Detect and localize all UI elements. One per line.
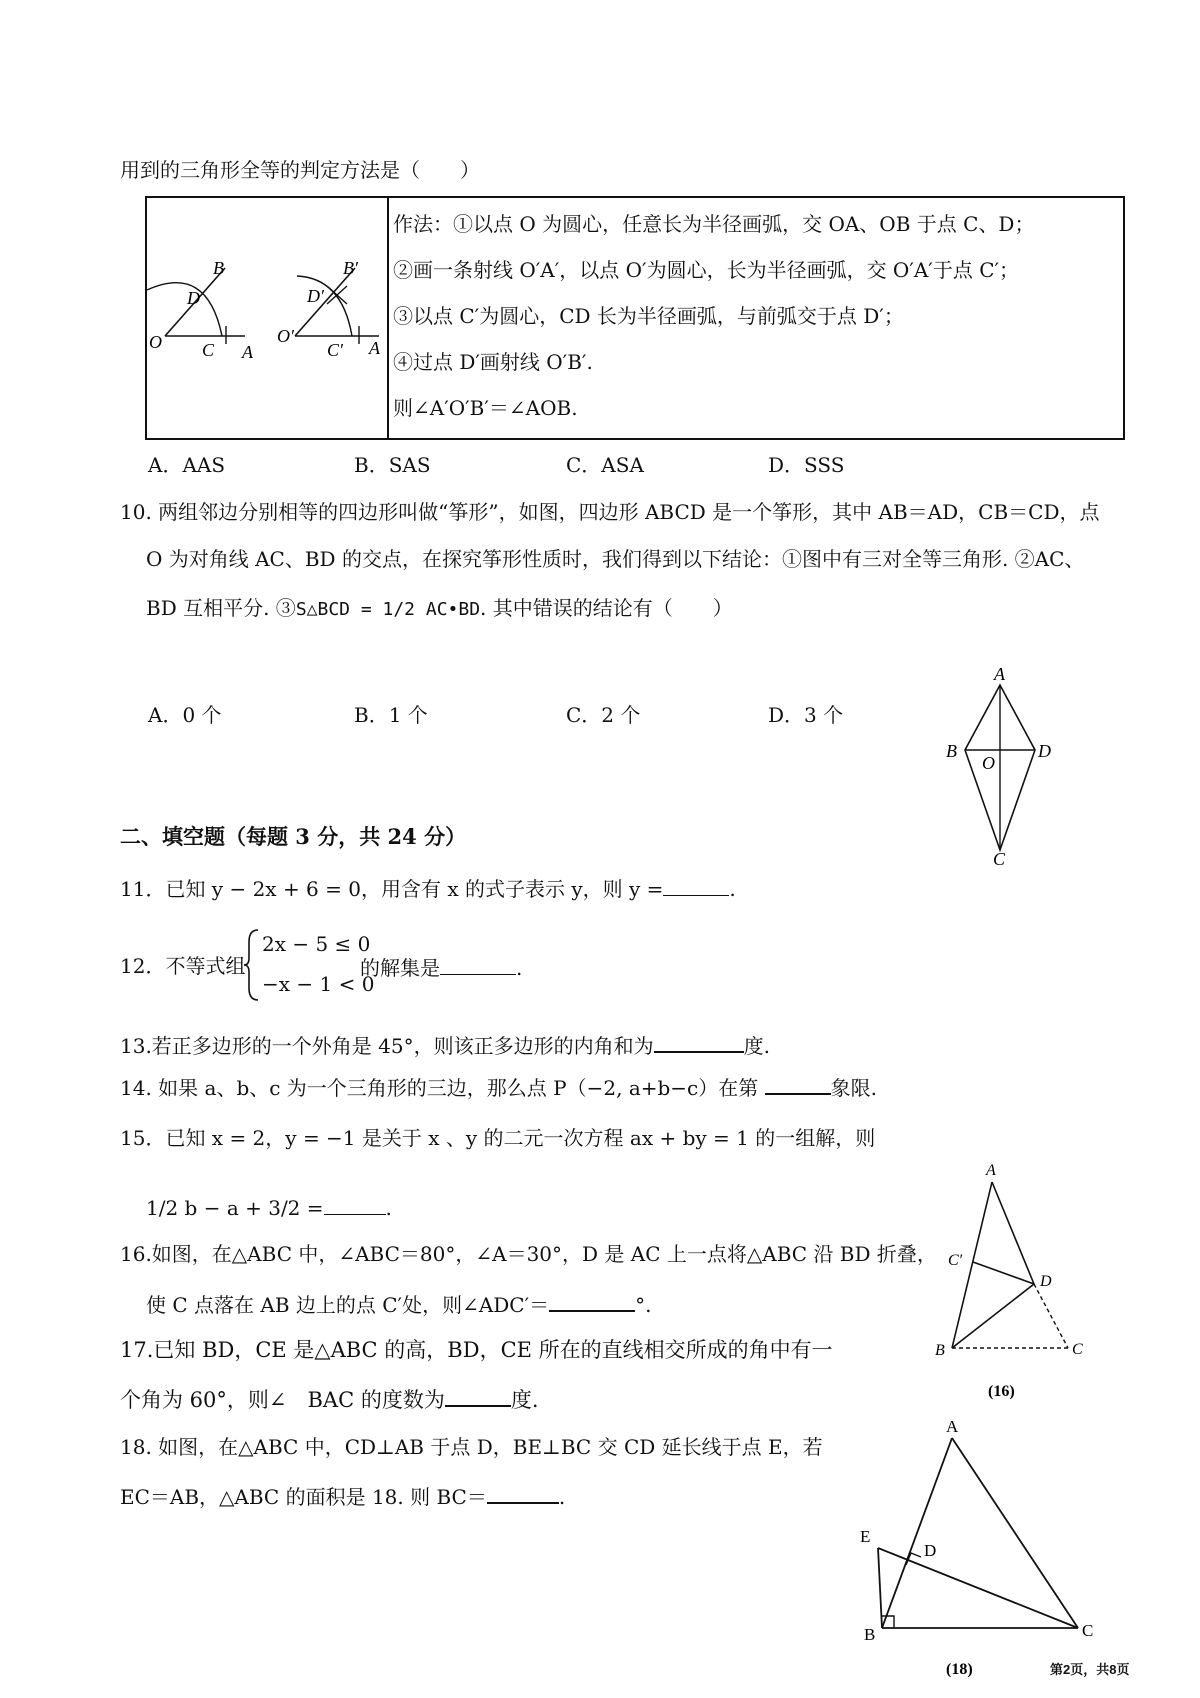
fig-label: C′ xyxy=(948,1252,963,1269)
q12-post: 的解集是 xyxy=(360,956,440,980)
q9-figure xyxy=(147,198,385,438)
fig-label: O xyxy=(149,332,162,352)
q10-line-3-start: BD 互相平分. ③ xyxy=(146,596,296,620)
q10-kite-figure xyxy=(940,665,1060,865)
fig-label: A xyxy=(994,665,1005,684)
q10-option-a: A．0 个 xyxy=(148,703,222,727)
q15-line-1: 15．已知 x = 2，y = −1 是关于 x 、y 的二元一次方程 ax + by = 1 的一组解，则 xyxy=(120,1126,876,1150)
q10-line-3 xyxy=(146,598,733,619)
q11-answer-blank[interactable] xyxy=(663,877,729,896)
q12-inequality-2: −x − 1 < 0 xyxy=(262,972,375,996)
q12-end: . xyxy=(516,956,523,980)
q9-option-d: D．SSS xyxy=(768,453,845,477)
q9-stem: 用到的三角形全等的判定方法是（ ） xyxy=(120,158,480,182)
ray-o2b2 xyxy=(295,268,355,336)
q17-line-2 xyxy=(120,1387,539,1411)
fig-label: A xyxy=(242,342,253,362)
q11 xyxy=(120,877,736,899)
section-2-heading: 二、填空题（每题 3 分，共 24 分） xyxy=(120,824,467,849)
fig-label: C xyxy=(202,340,215,360)
q9-step-1: 作法：①以点 O 为圆心，任意长为半径画弧，交 OA、OB 于点 C、D； xyxy=(393,212,1035,236)
q17-text: 个角为 60°，则∠ BAC 的度数为 xyxy=(120,1388,445,1412)
side-dc xyxy=(1034,1284,1068,1348)
arc-c2d2 xyxy=(297,276,352,336)
q12-inequality-1: 2x − 5 ≤ 0 xyxy=(262,932,371,956)
q10-line-2: O 为对角线 AC、BD 的交点，在探究筝形性质时，我们得到以下结论：①图中有三对全等三角形. ②AC、 xyxy=(146,547,1085,571)
fig-label: A xyxy=(369,338,380,358)
q15-end: . xyxy=(385,1196,392,1220)
q15-line-2 xyxy=(146,1196,392,1218)
q16-line-1: 16.如图，在△ABC 中，∠ABC＝80°，∠A＝30°，D 是 AC 上一点将△ABC 沿 BD 折叠， xyxy=(120,1242,937,1266)
q16-figure xyxy=(930,1160,1100,1400)
fig-label: D′ xyxy=(307,286,324,306)
q14-answer-blank[interactable] xyxy=(765,1075,831,1095)
q17-answer-blank[interactable] xyxy=(445,1387,511,1407)
fig-label: C′ xyxy=(327,340,343,360)
q13-text: 13.若正多边形的一个外角是 45°，则该正多边形的内角和为 xyxy=(120,1034,654,1058)
fig-caption: (18) xyxy=(946,1661,973,1678)
segment-eb xyxy=(878,1548,882,1628)
q10-line-3-end: . 其中错误的结论有（ ） xyxy=(480,596,733,620)
q16-end: °. xyxy=(635,1293,652,1317)
q10-line-1: 10. 两组邻边分别相等的四边形叫做“筝形”，如图，四边形 ABCD 是一个筝形，其中 AB＝AD，CB＝CD，点 xyxy=(120,500,1100,524)
q15-answer-blank[interactable] xyxy=(324,1196,386,1215)
q9-option-a: A．AAS xyxy=(148,453,226,477)
fig-label: D xyxy=(1040,1273,1052,1290)
q17-line-1: 17.已知 BD，CE 是△ABC 的高，BD，CE 所在的直线相交所成的角中有一 xyxy=(120,1338,833,1362)
q18-end: . xyxy=(558,1485,566,1509)
q12-answer-blank[interactable] xyxy=(440,956,516,975)
q13-answer-blank[interactable] xyxy=(654,1033,744,1053)
table-divider xyxy=(387,198,389,438)
q14-end: 象限. xyxy=(830,1076,877,1100)
fig-caption: (16) xyxy=(988,1383,1015,1400)
side-ad xyxy=(992,1182,1034,1284)
q16-line-2 xyxy=(146,1292,652,1315)
q9-construction-table xyxy=(145,196,1125,440)
q18-answer-blank[interactable] xyxy=(487,1484,559,1504)
q9-step-3: ③以点 C′为圆心，CD 长为半径画弧，与前弧交于点 D′； xyxy=(393,304,904,328)
q12-brace xyxy=(243,928,261,1002)
q11-end: . xyxy=(729,877,736,901)
q12-tail xyxy=(360,956,522,978)
fig-label: D xyxy=(924,1541,937,1560)
fig-label: B xyxy=(213,258,224,278)
q9-option-b: B．SAS xyxy=(354,453,431,477)
q14 xyxy=(120,1075,877,1098)
q15-expression: 1/2 b − a + 3/2 = xyxy=(146,1196,324,1220)
arc-cd xyxy=(147,283,222,336)
fig-label: C xyxy=(993,849,1006,865)
fig-label: C xyxy=(1082,1621,1094,1640)
q18-text: EC＝AB，△ABC 的面积是 18. 则 BC＝ xyxy=(120,1485,487,1509)
q13 xyxy=(120,1033,770,1056)
q13-end: 度. xyxy=(743,1034,770,1058)
fig-label: B xyxy=(935,1342,945,1359)
q9-step-2: ②画一条射线 O′A′，以点 O′为圆心，长为半径画弧，交 O′A′于点 C′； xyxy=(393,258,1020,282)
page-footer: 第2页，共8页 xyxy=(1050,1662,1130,1677)
fig-label: E xyxy=(860,1527,871,1546)
fig-label: C xyxy=(1072,1341,1083,1358)
side-ac xyxy=(952,1438,1078,1628)
q18-line-2 xyxy=(120,1484,565,1507)
q10-option-c: C．2 个 xyxy=(566,703,641,727)
fig-label: B′ xyxy=(343,258,358,278)
q18-figure xyxy=(850,1418,1140,1698)
fig-label: D xyxy=(1038,741,1051,761)
q10-option-b: B．1 个 xyxy=(354,703,428,727)
q18-line-1: 18. 如图，在△ABC 中，CD⊥AB 于点 D，BE⊥BC 交 CD 延长线于点 E，若 xyxy=(120,1435,823,1459)
segment-c2d xyxy=(973,1262,1034,1284)
fig-label: O′ xyxy=(277,326,294,346)
side-ab xyxy=(882,1438,952,1628)
q16-text: 使 C 点落在 AB 边上的点 C′处，则∠ADC′＝ xyxy=(146,1293,550,1317)
fig-label: A xyxy=(986,1162,996,1179)
q12-prefix: 12．不等式组 xyxy=(120,954,246,978)
q11-text: 11．已知 y − 2x + 6 = 0，用含有 x 的式子表示 y，则 y = xyxy=(120,877,664,901)
q10-option-d: D．3 个 xyxy=(768,703,844,727)
fig-label: D xyxy=(187,288,200,308)
q10-formula: S△BCD = 1/2 AC•BD xyxy=(295,599,481,620)
fig-label: A xyxy=(946,1418,959,1436)
fig-label: O xyxy=(982,753,995,773)
q17-end: 度. xyxy=(510,1388,539,1412)
q9-step-5: 则∠A′O′B′＝∠AOB. xyxy=(393,396,578,420)
q14-text: 14. 如果 a、b、c 为一个三角形的三边，那么点 P（−2, a+b−c）在第 xyxy=(120,1076,759,1100)
fig-label: B xyxy=(946,741,957,761)
q16-answer-blank[interactable] xyxy=(549,1292,635,1312)
q9-option-c: C．ASA xyxy=(566,453,644,477)
fig-label: B xyxy=(864,1625,876,1644)
q9-step-4: ④过点 D′画射线 O′B′. xyxy=(393,350,593,374)
